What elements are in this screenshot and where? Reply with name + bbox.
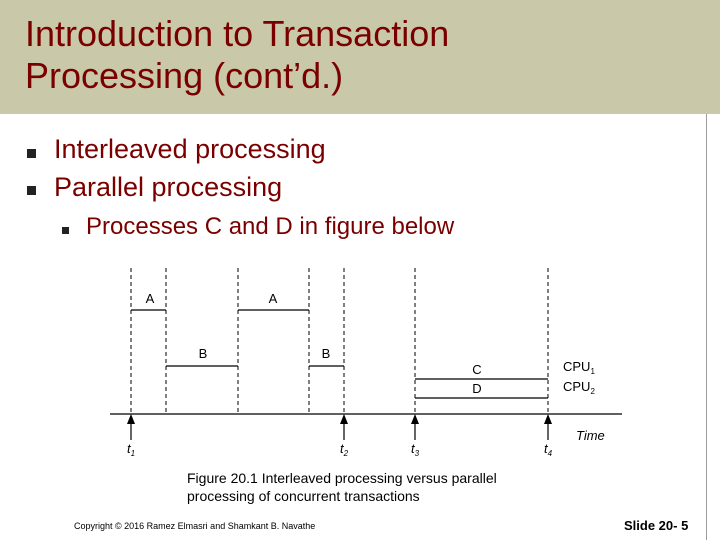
label-d: D [472, 381, 482, 396]
dashed-guides [131, 268, 548, 414]
label-cpu1: $CPU_1$ [563, 359, 595, 376]
process-segments [131, 310, 548, 398]
label-b-2: B [321, 346, 331, 361]
label-time: Time [576, 428, 605, 443]
bullet-interleaved: Interleaved processing [54, 134, 326, 164]
label-t2: $t_2$ [340, 441, 349, 458]
arrow-t1-head [127, 414, 135, 424]
arrow-t3-head [411, 414, 419, 424]
sub-bullet-processes: Processes C and D in figure below [86, 213, 455, 240]
slide-number: Slide 20- 5 [624, 518, 689, 533]
arrow-t2-head [340, 414, 348, 424]
label-b-1: B [198, 346, 208, 361]
figure-caption [187, 469, 567, 505]
bullet-parallel: Parallel processing [54, 172, 283, 202]
title-line-2: Processing (cont’d.) [25, 55, 344, 96]
label-a-1: A [145, 291, 155, 306]
label-cpu2: $CPU_2$ [563, 379, 595, 396]
label-t4: $t_4$ [544, 441, 553, 458]
title-line-1: Introduction to Transaction [25, 13, 450, 54]
caption-line-2: processing of concurrent transactions [187, 488, 420, 504]
label-t3: $t_3$ [411, 441, 420, 458]
label-a-2: A [268, 291, 278, 306]
caption-line-1: Figure 20.1 Interleaved processing versus parallel [187, 470, 497, 486]
time-arrows [127, 414, 552, 440]
label-c: C [472, 362, 482, 377]
copyright-notice: Copyright © 2016 Ramez Elmasri and Shamkant B. Navathe [74, 521, 316, 531]
arrow-t4-head [544, 414, 552, 424]
label-t1: $t_1$ [127, 441, 136, 458]
